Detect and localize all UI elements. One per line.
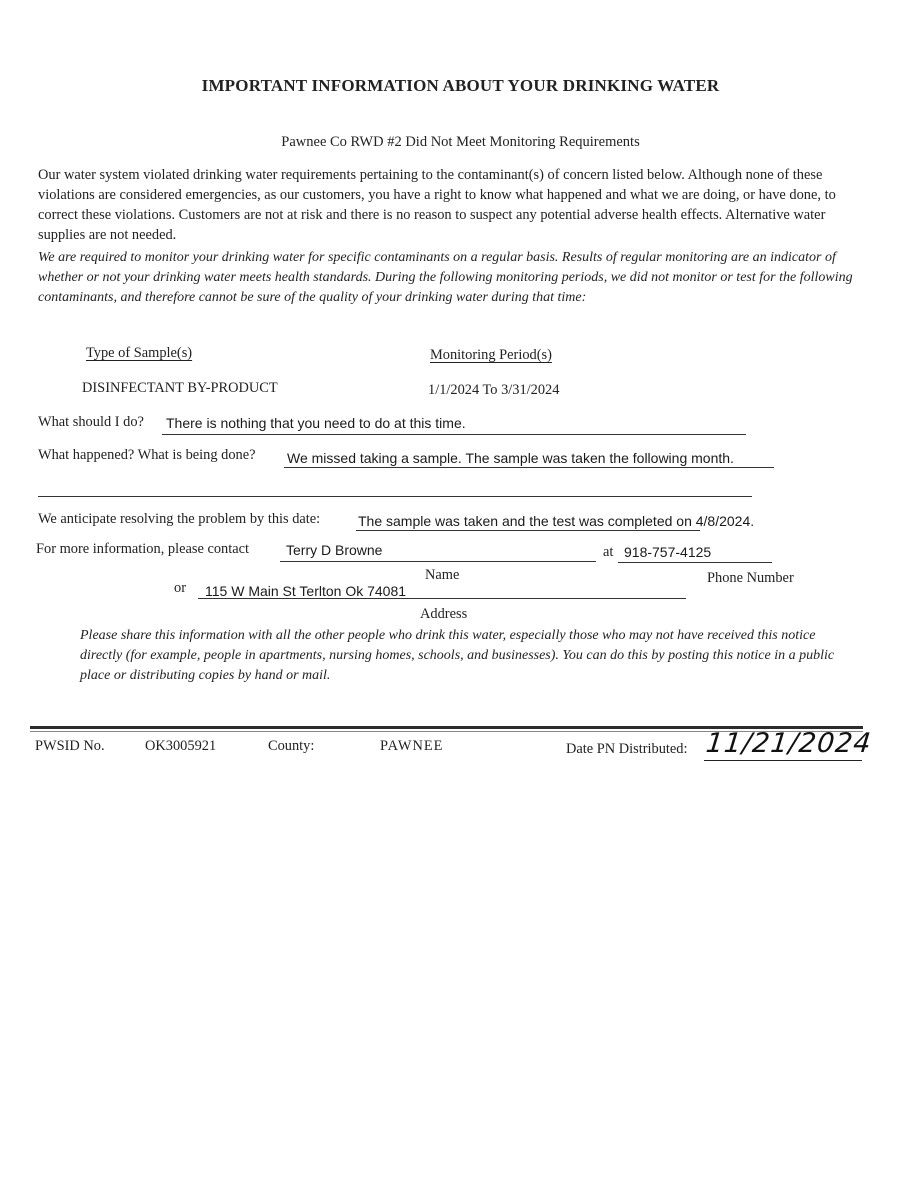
notice-subtitle: Pawnee Co RWD #2 Did Not Meet Monitoring Requirements (281, 134, 640, 150)
monitoring-paragraph: We are required to monitor your drinking water for specific contaminants on a regular basis. Results of regular monitoring are an indicator of whether or not your drinking water meets health standards. During the following monitoring periods, we did not monitor or test for the following contaminants, and therefore cannot be sure of the quality of your drinking water during that time: (38, 250, 853, 305)
pwsid-label: PWSID No. (35, 738, 105, 754)
county-value: PAWNEE (380, 738, 444, 754)
address-or-label: or (174, 580, 186, 596)
what-happened-extra-line (38, 496, 752, 497)
date-distributed-line (704, 760, 862, 761)
what-happened-answer: We missed taking a sample. The sample was taken the following month. (287, 450, 734, 466)
phone-caption: Phone Number (707, 570, 794, 586)
contact-address-line (198, 598, 686, 599)
resolve-label: We anticipate resolving the problem by this date: (38, 511, 321, 527)
intro-paragraph: Our water system violated drinking water requirements pertaining to the contaminant(s) of concern listed below. Although none of these violations are considered emergencies, as our customers, you have a right to know what happened and what we are doing, or have done, to correct these violations. Customers are not at risk and there is no reason to suspect any potential adverse health effects. Alternative water supplies are not needed. (38, 167, 836, 243)
monitoring-period-header: Monitoring Period(s) (430, 347, 552, 363)
contact-address: 115 W Main St Terlton Ok 74081 (205, 583, 407, 599)
sample-type-header: Type of Sample(s) (86, 345, 193, 361)
what-to-do-line (162, 434, 746, 435)
contact-name: Terry D Browne (286, 542, 383, 558)
monitoring-period-value: 1/1/2024 To 3/31/2024 (428, 382, 560, 398)
county-label: County: (268, 738, 315, 754)
what-happened-line (284, 467, 774, 468)
resolve-answer: The sample was taken and the test was completed on 4/8/2024. (358, 513, 755, 529)
contact-at-label: at (603, 544, 614, 560)
notice-title: IMPORTANT INFORMATION ABOUT YOUR DRINKING WATER (201, 76, 720, 95)
what-happened-label: What happened? What is being done? (38, 447, 256, 463)
contact-phone-line (618, 562, 772, 563)
address-caption: Address (420, 606, 468, 622)
sample-type-value: DISINFECTANT BY-PRODUCT (82, 380, 278, 396)
date-distributed-label: Date PN Distributed: (566, 741, 688, 757)
pwsid-value: OK3005921 (145, 738, 217, 754)
contact-phone: 918-757-4125 (624, 544, 712, 560)
what-to-do-answer: There is nothing that you need to do at this time. (166, 415, 466, 431)
date-distributed-value: 11/21/2024 (704, 728, 874, 759)
resolve-line (356, 530, 700, 531)
share-paragraph: Please share this information with all the other people who drink this water, especially those who may not have received this notice directly (for example, people in apartments, nursing homes, schools, and businesses). You can do this by posting this notice in a public place or distributing copies by hand or mail. (80, 628, 835, 683)
contact-name-line (280, 561, 596, 562)
what-to-do-label: What should I do? (38, 414, 144, 430)
contact-label: For more information, please contact (36, 541, 249, 557)
name-caption: Name (425, 567, 460, 583)
